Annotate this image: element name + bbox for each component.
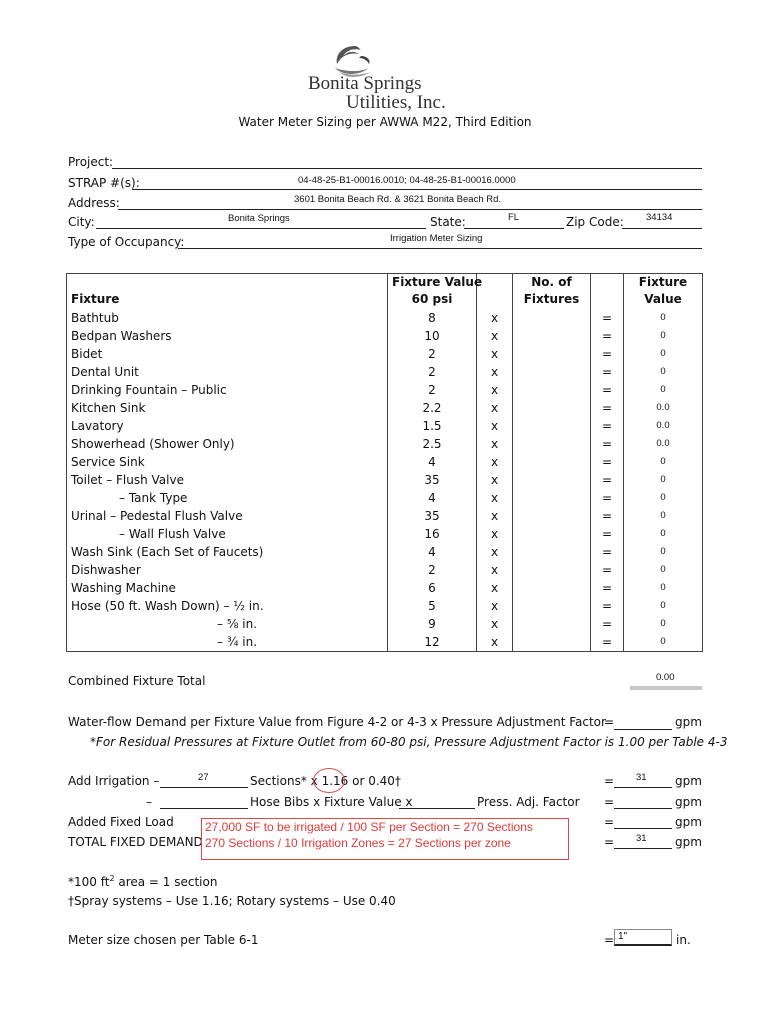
fixture-name: Bedpan Washers	[67, 327, 388, 345]
fixture-name: Showerhead (Shower Only)	[67, 435, 388, 453]
equals-sign: =	[591, 507, 624, 525]
zip-value[interactable]: 34134	[646, 212, 673, 223]
document-title: Water Meter Sizing per AWWA M22, Third Edition	[238, 115, 532, 129]
combined-underline	[630, 686, 702, 690]
waterflow-line[interactable]	[614, 729, 672, 730]
num-fixtures-input[interactable]	[513, 525, 591, 543]
fixture-name: Service Sink	[67, 453, 388, 471]
meter-size-value: 1"	[618, 931, 628, 942]
equals-sign: =	[591, 615, 624, 633]
hose-count-line[interactable]	[160, 808, 248, 809]
fixture-value: 35	[388, 507, 477, 525]
times-sign: x	[477, 417, 513, 435]
fixture-value: 12	[388, 633, 477, 652]
num-fixtures-input[interactable]	[513, 543, 591, 561]
project-line	[112, 168, 702, 169]
equals-sign: =	[591, 381, 624, 399]
equals-sign: =	[591, 579, 624, 597]
total-unit: gpm	[675, 835, 702, 849]
total-value[interactable]: 31	[636, 833, 647, 844]
state-value[interactable]: FL	[508, 212, 520, 223]
fixture-name: – Wall Flush Valve	[67, 525, 388, 543]
fixture-name: – Tank Type	[67, 489, 388, 507]
fixture-value: 4	[388, 489, 477, 507]
logo-line-2: Utilities, Inc.	[346, 92, 446, 113]
table-row	[67, 363, 703, 381]
fixture-value: 10	[388, 327, 477, 345]
num-fixtures-input[interactable]	[513, 597, 591, 615]
fixture-value: 2.2	[388, 399, 477, 417]
times-sign: x	[477, 309, 513, 327]
times-sign: x	[477, 471, 513, 489]
equals-sign: =	[591, 327, 624, 345]
fixture-name: Bathtub	[67, 309, 388, 327]
table-row	[67, 417, 703, 435]
table-row	[67, 525, 703, 543]
irrigation-calc-annotation	[201, 818, 569, 860]
table-row	[67, 507, 703, 525]
fixture-name: Kitchen Sink	[67, 399, 388, 417]
zip-label: Zip Code:	[566, 215, 624, 229]
num-fixtures-input[interactable]	[513, 615, 591, 633]
waterflow-unit: gpm	[675, 715, 702, 729]
table-row	[67, 399, 703, 417]
num-fixtures-input[interactable]	[513, 579, 591, 597]
times-sign: x	[477, 453, 513, 471]
table-row	[67, 633, 703, 652]
fixture-value: 9	[388, 615, 477, 633]
num-fixtures-input[interactable]	[513, 453, 591, 471]
occupancy-label: Type of Occupancy:	[68, 235, 185, 249]
num-fixtures-input[interactable]	[513, 633, 591, 652]
table-row	[67, 543, 703, 561]
waterflow-eq: =	[604, 715, 615, 729]
fixture-total: 0	[624, 507, 703, 525]
press-adj-line[interactable]	[399, 808, 475, 809]
fixture-name: Bidet	[67, 345, 388, 363]
times-sign: x	[477, 507, 513, 525]
times-sign: x	[477, 579, 513, 597]
fixture-total: 0	[624, 579, 703, 597]
equals-sign: =	[591, 345, 624, 363]
equals-sign: =	[591, 471, 624, 489]
equals-sign: =	[591, 633, 624, 652]
fixture-total: 0.0	[624, 417, 703, 435]
hose-eq: =	[604, 795, 615, 809]
address-line	[118, 209, 702, 210]
city-value[interactable]: Bonita Springs	[228, 213, 290, 224]
fixture-total: 0	[624, 489, 703, 507]
irrigation-unit: gpm	[675, 774, 702, 788]
table-row	[67, 579, 703, 597]
fixture-value: 35	[388, 471, 477, 489]
num-fixtures-input[interactable]	[513, 507, 591, 525]
equals-sign: =	[591, 543, 624, 561]
irrigation-sections-line	[160, 787, 248, 788]
added-eq: =	[604, 815, 615, 829]
table-row	[67, 615, 703, 633]
equals-sign: =	[591, 453, 624, 471]
occupancy-line	[178, 248, 702, 249]
fixture-total: 0	[624, 345, 703, 363]
fixture-table	[66, 273, 703, 652]
times-sign: x	[477, 363, 513, 381]
company-logo	[308, 40, 468, 115]
city-label: City:	[68, 215, 95, 229]
table-row	[67, 345, 703, 363]
fixture-value: 2	[388, 345, 477, 363]
times-sign: x	[477, 615, 513, 633]
num-fixtures-input[interactable]	[513, 381, 591, 399]
annotation-line-2: 270 Sections / 10 Irrigation Zones = 27 Sections per zone	[205, 836, 511, 850]
times-sign: x	[477, 597, 513, 615]
fixture-name: Wash Sink (Each Set of Faucets)	[67, 543, 388, 561]
fixture-value: 16	[388, 525, 477, 543]
added-label: Added Fixed Load	[68, 815, 174, 829]
fixture-total: 0	[624, 363, 703, 381]
fixture-value: 6	[388, 579, 477, 597]
meter-size-field[interactable]	[614, 929, 672, 946]
total-label: TOTAL FIXED DEMAND	[68, 835, 203, 849]
table-row	[67, 435, 703, 453]
address-label: Address:	[68, 196, 120, 210]
table-row	[67, 489, 703, 507]
times-sign: x	[477, 561, 513, 579]
irrigation-sections-value[interactable]: 27	[198, 772, 209, 783]
num-fixtures-input[interactable]	[513, 399, 591, 417]
fixture-total: 0	[624, 561, 703, 579]
num-fixtures-input[interactable]	[513, 327, 591, 345]
meter-label: Meter size chosen per Table 6-1	[68, 933, 259, 947]
equals-sign: =	[591, 363, 624, 381]
fixture-total: 0	[624, 525, 703, 543]
times-sign: x	[477, 435, 513, 453]
fixture-total-header: Fixture Value	[624, 274, 703, 310]
address-value[interactable]: 3601 Bonita Beach Rd. & 3621 Bonita Beach Rd.	[294, 194, 502, 205]
num-fixtures-input[interactable]	[513, 435, 591, 453]
hose-dash: –	[146, 795, 152, 809]
equals-sign: =	[591, 597, 624, 615]
irrigation-result-line	[614, 787, 672, 788]
fixture-value: 2.5	[388, 435, 477, 453]
table-row	[67, 381, 703, 399]
fixture-name: Hose (50 ft. Wash Down) – ½ in.	[67, 597, 388, 615]
fixture-total: 0	[624, 543, 703, 561]
fixture-name: Drinking Fountain – Public	[67, 381, 388, 399]
num-fixtures-input[interactable]	[513, 561, 591, 579]
meter-eq: =	[604, 933, 615, 947]
fixture-total: 0.0	[624, 435, 703, 453]
fixture-name: Washing Machine	[67, 579, 388, 597]
table-row	[67, 309, 703, 327]
table-row	[67, 471, 703, 489]
irrigation-result[interactable]: 31	[636, 772, 647, 783]
fixture-value: 2	[388, 561, 477, 579]
fixture-total: 0	[624, 453, 703, 471]
project-label: Project:	[68, 155, 114, 169]
fixture-name: Lavatory	[67, 417, 388, 435]
factor-circle-annotation	[313, 768, 345, 793]
combined-label: Combined Fixture Total	[68, 674, 206, 688]
fixture-name: – ¾ in.	[67, 633, 388, 652]
fixture-total: 0	[624, 309, 703, 327]
hose-unit: gpm	[675, 795, 702, 809]
equals-sign: =	[591, 309, 624, 327]
spray-footnote: †Spray systems – Use 1.16; Rotary systems – Use 0.40	[68, 894, 396, 908]
fixture-total: 0.0	[624, 399, 703, 417]
waterflow-text: Water-flow Demand per Fixture Value from Figure 4-2 or 4-3 x Pressure Adjustment Factor	[68, 715, 606, 729]
irrigation-sections-text: Sections* x 1.16 or 0.40†	[250, 774, 401, 788]
strap-label: STRAP #(s):	[68, 176, 140, 190]
added-unit: gpm	[675, 815, 702, 829]
times-sign: x	[477, 399, 513, 417]
total-line	[614, 848, 672, 849]
combined-value: 0.00	[656, 672, 675, 683]
times-sign: x	[477, 525, 513, 543]
fixture-name: Toilet – Flush Valve	[67, 471, 388, 489]
factor-1-16: 1.16	[321, 774, 349, 788]
fixture-total: 0	[624, 597, 703, 615]
times-sign: x	[477, 489, 513, 507]
fixture-value: 2	[388, 363, 477, 381]
fixture-name: – ⅝ in.	[67, 615, 388, 633]
meter-unit: in.	[676, 933, 691, 947]
times-sign: x	[477, 633, 513, 652]
fixture-value: 8	[388, 309, 477, 327]
pressure-note: *For Residual Pressures at Fixture Outlet from 60-80 psi, Pressure Adjustment Factor is 1.00 per Table 4-3	[90, 735, 728, 749]
num-fixtures-input[interactable]	[513, 417, 591, 435]
equals-sign: =	[591, 417, 624, 435]
num-fixtures-input[interactable]	[513, 309, 591, 327]
times-sign: x	[477, 327, 513, 345]
fixture-total: 0	[624, 381, 703, 399]
table-row	[67, 597, 703, 615]
num-fixtures-input[interactable]	[513, 345, 591, 363]
equals-sign: =	[591, 489, 624, 507]
fixture-value-header: Fixture Value 60 psi	[388, 274, 477, 310]
irrigation-eq: =	[604, 774, 615, 788]
logo-line-1: Bonita Springs	[308, 73, 422, 94]
equals-sign: =	[591, 561, 624, 579]
zip-line	[622, 228, 702, 229]
fixture-total: 0	[624, 615, 703, 633]
irrigation-label: Add Irrigation –	[68, 774, 160, 788]
fixture-value: 1.5	[388, 417, 477, 435]
annotation-line-1: 27,000 SF to be irrigated / 100 SF per Section = 270 Sections	[205, 820, 533, 834]
fixture-total: 0	[624, 327, 703, 345]
strap-line	[132, 189, 702, 190]
table-row	[67, 453, 703, 471]
times-sign: x	[477, 345, 513, 363]
hose-result-line[interactable]	[614, 808, 672, 809]
table-row	[67, 561, 703, 579]
equals-sign: =	[591, 435, 624, 453]
fixture-name: Urinal – Pedestal Flush Valve	[67, 507, 388, 525]
added-line[interactable]	[614, 828, 672, 829]
table-header-row	[67, 274, 703, 310]
table-row	[67, 327, 703, 345]
num-fixtures-header: No. of Fixtures	[513, 274, 591, 310]
num-fixtures-input[interactable]	[513, 363, 591, 381]
fixture-name: Dental Unit	[67, 363, 388, 381]
times-sign: x	[477, 543, 513, 561]
fixture-total: 0	[624, 633, 703, 652]
fixture-value: 2	[388, 381, 477, 399]
hose-text: Hose Bibs x Fixture Value x	[250, 795, 413, 809]
fixture-header: Fixture	[67, 274, 388, 310]
fixture-value: 4	[388, 453, 477, 471]
num-fixtures-input[interactable]	[513, 471, 591, 489]
fixture-value: 5	[388, 597, 477, 615]
press-adj-text: Press. Adj. Factor	[477, 795, 580, 809]
state-label: State:	[430, 215, 466, 229]
section-footnote: *100 $ft^2$ area = 1 section	[68, 874, 218, 889]
total-eq: =	[604, 835, 615, 849]
fixture-total: 0	[624, 471, 703, 489]
fixture-value: 4	[388, 543, 477, 561]
times-sign: x	[477, 381, 513, 399]
city-line	[96, 228, 426, 229]
fixture-name: Dishwasher	[67, 561, 388, 579]
eq-header	[591, 274, 624, 310]
num-fixtures-input[interactable]	[513, 489, 591, 507]
equals-sign: =	[591, 399, 624, 417]
equals-sign: =	[591, 525, 624, 543]
strap-value[interactable]: 04-48-25-B1-00016.0010; 04-48-25-B1-00016.0000	[298, 175, 516, 186]
state-line	[464, 228, 564, 229]
occupancy-value[interactable]: Irrigation Meter Sizing	[390, 233, 483, 244]
